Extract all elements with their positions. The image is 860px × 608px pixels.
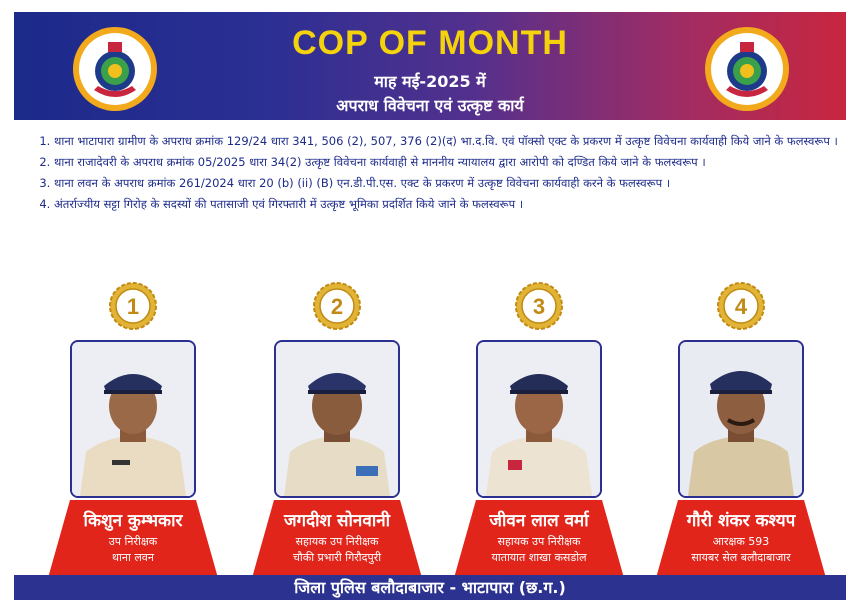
header-banner <box>14 12 846 120</box>
officer-card-3 <box>454 282 624 578</box>
achievement-item: 1. थाना भाटापारा ग्रामीण के अपराध क्रमांक 129/24 धारा 341, 506 (2), 507, 376 (2)(द) भा.द.वि. एवं पॉक्सो एक्ट के प्रकरण में उत्कृष्ट विवेचना कार्यवाही किये जाने के फलस्वरूप । <box>54 132 854 150</box>
rank-number: 4 <box>734 294 748 319</box>
officer-name: गौरी शंकर कश्यप <box>686 511 796 531</box>
officer-name: किशुन कुम्भकार <box>83 511 183 531</box>
poster-title: COP OF MONTH <box>292 24 568 62</box>
officer-card-4 <box>656 282 826 578</box>
officer-posting: थाना लवन <box>111 551 154 564</box>
officer-posting: सायबर सेल बलौदाबाजार <box>691 551 791 564</box>
poster <box>14 12 846 600</box>
category-subtitle: अपराध विवेचना एवं उत्कृष्ट कार्य <box>336 96 524 115</box>
name-plate <box>48 500 218 578</box>
achievement-list <box>36 132 854 216</box>
month-subtitle: माह मई-2025 में <box>374 72 486 91</box>
rank-number: 3 <box>532 294 546 319</box>
officer-posting: चौकी प्रभारी गिरौदपुरी <box>292 551 382 564</box>
achievement-item: 2. थाना राजादेवरी के अपराध क्रमांक 05/2025 धारा 34(2) उत्कृष्ट विवेचना कार्यवाही से माननीय न्यायालय द्वारा आरोपी को दण्डित किये जाने के फलस्वरूप । <box>54 153 854 171</box>
name-plate <box>252 500 422 578</box>
officer-photo <box>70 340 196 498</box>
officer-name: जीवन लाल वर्मा <box>489 511 589 531</box>
officer-photo <box>476 340 602 498</box>
rank-badge <box>313 282 361 330</box>
officer-role: आरक्षक 593 <box>712 535 770 548</box>
rank-badge <box>109 282 157 330</box>
police-emblem-icon <box>704 26 790 112</box>
name-plate <box>656 500 826 578</box>
officer-photo <box>274 340 400 498</box>
officer-posting: यातायात शाखा कसडोल <box>491 551 587 564</box>
officer-card-1 <box>48 282 218 578</box>
achievement-item: 3. थाना लवन के अपराध क्रमांक 261/2024 धारा 20 (b) (ii) (B) एन.डी.पी.एस. एक्ट के प्रकरण में उत्कृष्ट विवेचना कार्यवाही करने के फलस्वरूप । <box>54 174 854 192</box>
officer-photo <box>678 340 804 498</box>
rank-badge <box>717 282 765 330</box>
achievement-item: 4. अंतर्राज्यीय सट्टा गिरोह के सदस्यों की पतासाजी एवं गिरफ्तारी में उत्कृष्ट भूमिका प्रदर्शित किये जाने के फलस्वरूप । <box>54 195 854 213</box>
name-plate <box>454 500 624 578</box>
officer-card-2 <box>252 282 422 578</box>
rank-number: 2 <box>330 294 344 319</box>
officer-name: जगदीश सोनवानी <box>283 511 391 531</box>
officer-role: सहायक उप निरीक्षक <box>497 535 581 548</box>
rank-number: 1 <box>126 294 140 319</box>
officer-role: उप निरीक्षक <box>108 535 158 548</box>
officer-role: सहायक उप निरीक्षक <box>295 535 379 548</box>
rank-badge <box>515 282 563 330</box>
footer-banner: जिला पुलिस बलौदाबाजार - भाटापारा (छ.ग.) <box>14 575 846 600</box>
